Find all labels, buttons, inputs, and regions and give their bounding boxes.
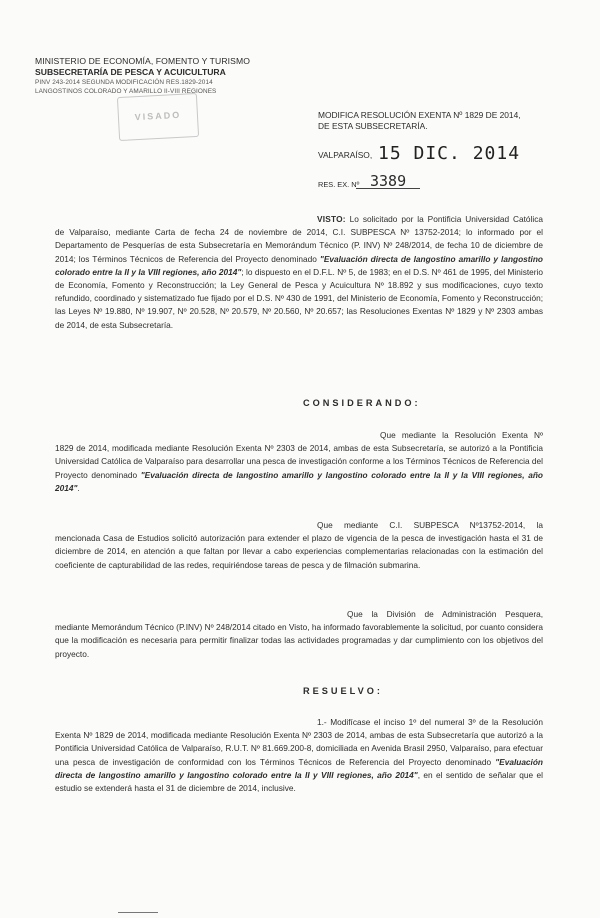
visto-text-b: ; lo dispuesto en el D.F.L. Nº 5, de 1983; en el D.S. Nº 461 de 1995, del Ministerio de Economía, Fomento y Reconstrucción; la Ley General de Pesca y Acuicultura Nº 18.892 y sus modificaciones, cuyo texto refundido, coordinado y sistematizado fue fijado por el D.S. Nº 430 de 1991, del Ministerio de Economía, Fomento y Reconstrucción; las Leyes Nº 19.880, Nº 19.907, Nº 20.528, Nº 20.579, Nº 20.560, Nº 20.657; las Resoluciones Exentas Nº 1829 y Nº 2303 ambas de 2014, de esta Subsecretaría. [55,266,543,330]
resolution-number-underline [356,188,420,189]
subject-line-2: DE ESTA SUBSECRETARÍA. [318,121,428,131]
considerando-heading: CONSIDERANDO: [303,398,421,408]
subject-line-1: MODIFICA RESOLUCIÓN EXENTA Nº 1829 DE 2014, [318,110,521,120]
visto-project-title: "Evaluación directa de langostino amarillo y langostino colorado entre la II y la VIII regiones, año 2014" [55,253,543,277]
considerando-paragraph-3: Que la División de Administración Pesquera, mediante Memorándum Técnico (P.INV) Nº 248/2014 citado en Visto, ha informado favorablemente la solicitud, por cuanto considera que la modificación es necesaria para permitir finalizar todas las actividades programadas y dar cumplimiento con los objetivos del proyecto. [55,609,543,659]
visto-text-a: Lo solicitado por la Pontificia Universidad Católica de Valparaíso, mediante Carta de fecha 24 de noviembre de 2014, C.I. SUBPESCA Nº 13752-2014; lo informado por el Departamento de Pesquerías de esta Subsecretaría en Memorándum Técnico (P. INV) Nº 248/2014, de fecha 10 de diciembre de 2014; los Términos Técnicos de Referencia del Proyecto denominado [55,214,543,264]
considerando-p1-project-title: "Evaluación directa de langostino amarillo y langostino colorado entre la II y la VIII regiones, año 2014" [55,469,543,493]
considerando-p1-text-a: Que mediante la Resolución Exenta Nº 1829 de 2014, modificada mediante Resolución Exenta Nº 2303 de 2014, ambas de esta Subsecretaría, se autorizó a la Pontificia Universidad Católica de Valparaíso para desarrollar una pesca de investigación conforme a los Términos Técnicos de Referencia del Proyecto denominado [55,430,543,480]
ministry-name: MINISTERIO DE ECONOMÍA, FOMENTO Y TURISMO [35,56,250,66]
place-label: VALPARAÍSO, [318,150,373,160]
resolution-subject [318,110,558,132]
visa-stamp [117,93,199,141]
considerando-p1-text-b: . [77,482,80,493]
stamp-text: VISADO [134,109,182,123]
visto-paragraph [55,213,543,332]
resolution-number: 3389 [370,172,407,190]
resuelvo-p1-project-title: "Evaluación directa de langostino amarillo y langostino colorado entre la II y VIII regiones, año 2014" [55,756,543,780]
letterhead [35,56,275,96]
date-stamp: 15 DIC. 2014 [378,143,521,164]
subsecretaria-name: SUBSECRETARÍA DE PESCA Y ACUICULTURA [35,67,226,77]
resuelvo-heading: RESUELVO: [303,686,383,696]
resolution-label: RES. EX. Nº [318,180,360,189]
reference-line-1: PINV 243-2014 SEGUNDA MODIFICACIÓN RES.1829-2014 [35,79,213,86]
footer-rule [118,912,158,913]
resuelvo-p1-text-b: , en el sentido de señalar que el estudio se extenderá hasta el 31 de diciembre de 2014, inclusive. [55,769,543,794]
considerando-paragraph-2: Que mediante C.I. SUBPESCA Nº13752-2014, la mencionada Casa de Estudios solicitó autorización para extender el plazo de vigencia de la pesca de investigación hasta el 31 de diciembre de 2014, en atención a que faltan por llevar a cabo experiencias complementarias relacionadas con la estimación del coeficiente de capturabilidad de las redes, requiriéndose tareas de pesca y de filmación submarina. [55,520,543,570]
reference-line-2: LANGOSTINOS COLORADO Y AMARILLO II-VIII REGIONES [35,88,217,95]
resuelvo-paragraph-1 [55,716,543,795]
visto-label: VISTO: [317,214,346,224]
resuelvo-p1-text-a: 1.- Modifícase el inciso 1º del numeral 3º de la Resolución Exenta Nº 1829 de 2014, modificada mediante Resolución Exenta Nº 2303 de 2014, ambas de esta Subsecretaría que autorizó a la Pontificia Universidad Católica de Valparaíso, R.U.T. Nº 81.669.200-8, domiciliada en Avenida Brasil 2950, Valparaíso, para efectuar una pesca de investigación de conformidad con los Términos Técnicos de Referencia del Proyecto denominado [55,717,543,767]
considerando-paragraph-1 [55,429,543,495]
